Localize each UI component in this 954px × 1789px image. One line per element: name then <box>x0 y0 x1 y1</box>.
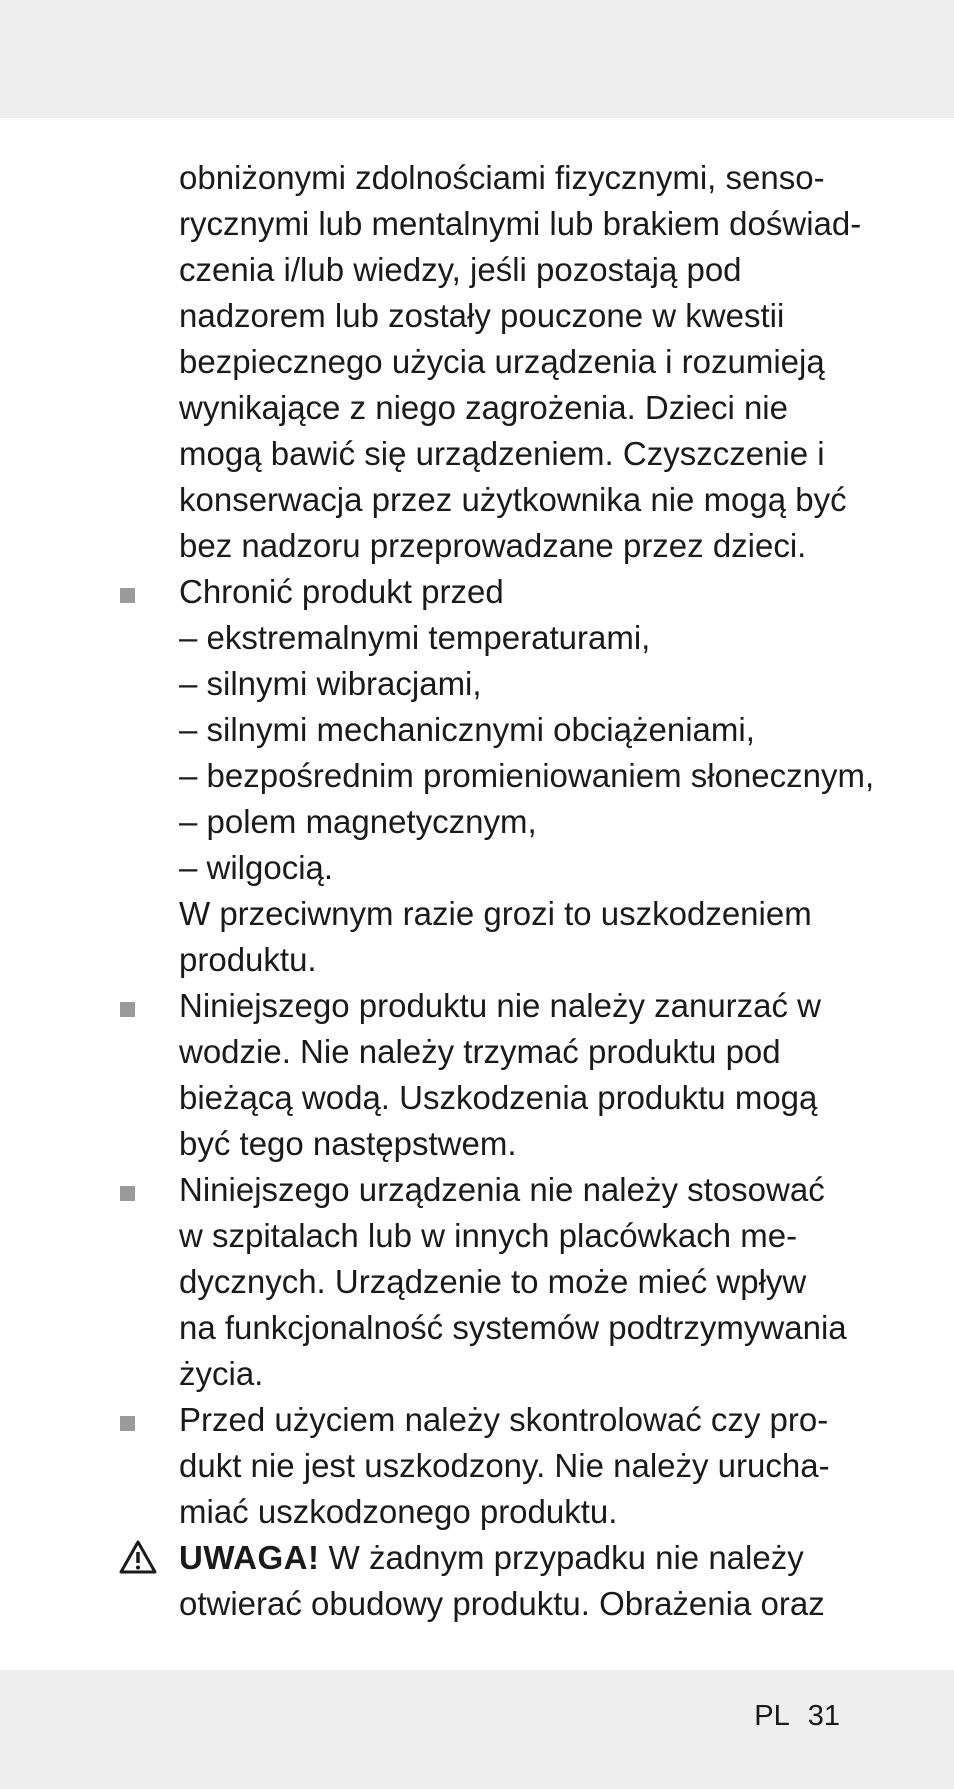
line-text: bez nadzoru przeprowadzane przez dzieci. <box>179 527 807 564</box>
page-number: 31 <box>807 1700 840 1732</box>
line-text: – polem magnetycznym, <box>179 803 537 840</box>
line-text: otwierać obudowy produktu. Obrażenia oraz <box>179 1585 825 1622</box>
text-line <box>0 1029 954 1075</box>
square-bullet-icon <box>120 1186 135 1201</box>
warning-label: UWAGA! <box>179 1539 320 1576</box>
text-line <box>0 155 954 201</box>
line-text: – ekstremalnymi temperaturami, <box>179 619 651 656</box>
text-line <box>0 1351 954 1397</box>
text-line <box>0 293 954 339</box>
line-text: Niniejszego produktu nie należy zanurzać w <box>179 987 822 1024</box>
text-line <box>0 1443 954 1489</box>
warning-triangle-icon <box>118 1539 158 1575</box>
warning-message: W żadnym przypadku nie należy <box>319 1539 804 1576</box>
line-text: konserwacja przez użytkownika nie mogą być <box>179 481 847 518</box>
document-body <box>0 155 954 1627</box>
text-line <box>0 1121 954 1167</box>
line-text: obniżonymi zdolnościami fizycznymi, senso- <box>179 159 825 196</box>
bullet-line <box>0 1167 954 1213</box>
square-bullet-icon <box>120 1416 135 1431</box>
line-text: czenia i/lub wiedzy, jeśli pozostają pod <box>179 251 742 288</box>
bullet-line <box>0 569 954 615</box>
line-text: rycznymi lub mentalnymi lub brakiem doświad- <box>179 205 862 242</box>
line-text: być tego następstwem. <box>179 1125 517 1162</box>
line-text: Niniejszego urządzenia nie należy stosować <box>179 1171 825 1208</box>
bullet-line <box>0 1397 954 1443</box>
line-text: – wilgocią. <box>179 849 334 886</box>
text-line <box>0 661 954 707</box>
line-text: W przeciwnym razie grozi to uszkodzeniem <box>179 895 812 932</box>
square-bullet-icon <box>120 1002 135 1017</box>
line-text: Chronić produkt przed <box>179 573 504 610</box>
line-text: miać uszkodzonego produktu. <box>179 1493 618 1530</box>
line-text: – bezpośrednim promieniowaniem słonecznym, <box>179 757 875 794</box>
text-line <box>0 339 954 385</box>
text-line <box>0 431 954 477</box>
line-text: dukt nie jest uszkodzony. Nie należy urucha- <box>179 1447 830 1484</box>
text-line <box>0 707 954 753</box>
line-text: bezpiecznego użycia urządzenia i rozumieją <box>179 343 825 380</box>
line-text: – silnymi mechanicznymi obciążeniami, <box>179 711 755 748</box>
text-line <box>0 385 954 431</box>
text-line <box>0 753 954 799</box>
line-text: życia. <box>179 1355 264 1392</box>
text-line <box>0 201 954 247</box>
line-text: bieżącą wodą. Uszkodzenia produktu mogą <box>179 1079 818 1116</box>
line-text: na funkcjonalność systemów podtrzymywania <box>179 1309 847 1346</box>
text-line <box>0 1581 954 1627</box>
text-line <box>0 937 954 983</box>
square-bullet-icon <box>120 588 135 603</box>
bullet-line <box>0 983 954 1029</box>
warning-text <box>179 1535 804 1581</box>
text-line <box>0 615 954 661</box>
text-line <box>0 477 954 523</box>
page-footer <box>736 1696 840 1736</box>
line-text: mogą bawić się urządzeniem. Czyszczenie i <box>179 435 825 472</box>
text-line <box>0 523 954 569</box>
page-header-band <box>0 0 954 118</box>
line-text: nadzorem lub zostały pouczone w kwestii <box>179 297 785 334</box>
line-text: w szpitalach lub w innych placówkach me- <box>179 1217 798 1254</box>
text-line <box>0 1489 954 1535</box>
text-line <box>0 799 954 845</box>
text-line <box>0 1075 954 1121</box>
text-line <box>0 1305 954 1351</box>
text-line <box>0 891 954 937</box>
text-line <box>0 1259 954 1305</box>
line-text: produktu. <box>179 941 317 978</box>
text-line <box>0 845 954 891</box>
line-text: wodzie. Nie należy trzymać produktu pod <box>179 1033 781 1070</box>
text-line <box>0 247 954 293</box>
line-text: wynikające z niego zagrożenia. Dzieci nie <box>179 389 788 426</box>
text-line <box>0 1213 954 1259</box>
language-code: PL <box>754 1700 790 1732</box>
line-text: – silnymi wibracjami, <box>179 665 482 702</box>
line-text: dycznych. Urządzenie to może mieć wpływ <box>179 1263 807 1300</box>
warning-line <box>0 1535 954 1581</box>
line-text: Przed użyciem należy skontrolować czy pro- <box>179 1401 829 1438</box>
